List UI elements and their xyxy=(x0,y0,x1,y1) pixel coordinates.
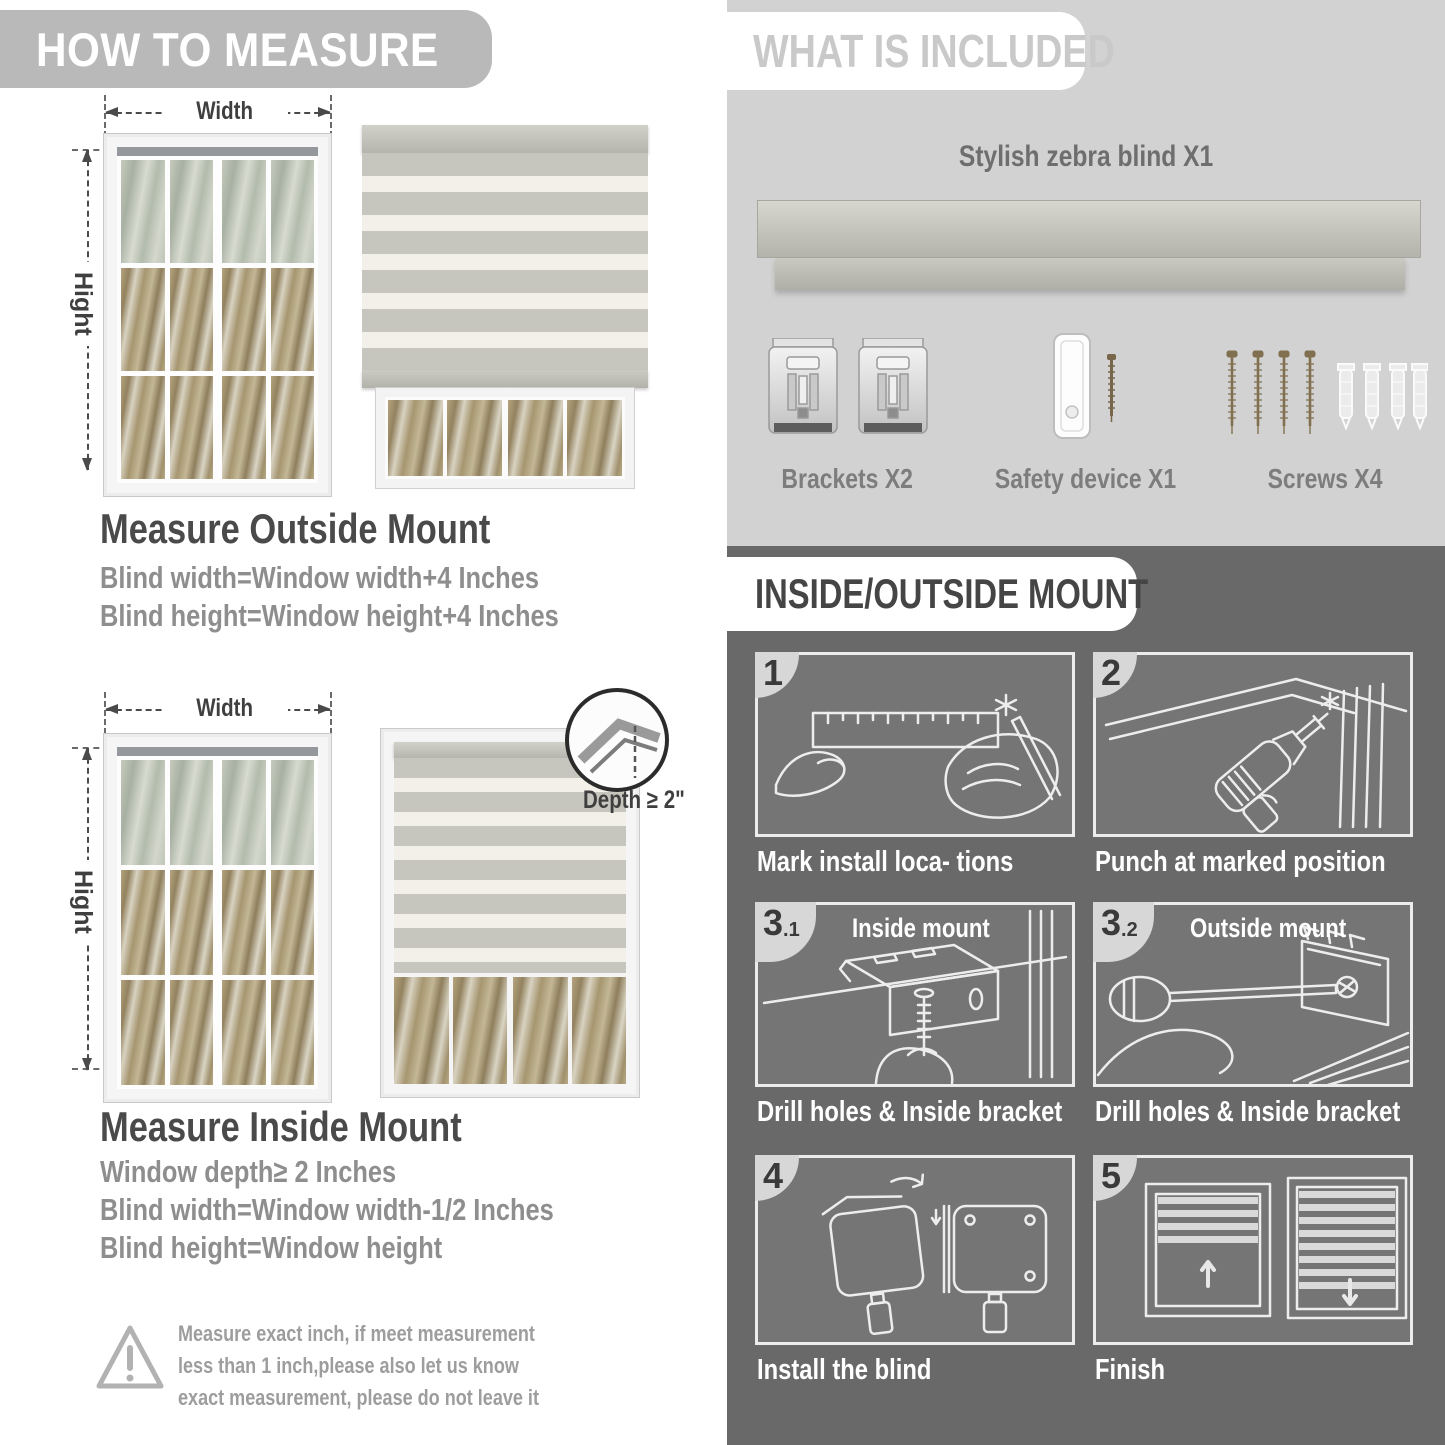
height-label: Hight xyxy=(68,262,97,346)
window-pane xyxy=(271,980,315,1085)
width-label: Width xyxy=(162,97,288,126)
window-inner xyxy=(117,147,318,483)
depth-label: Depth ≥ 2" xyxy=(583,786,685,814)
step-3-1 xyxy=(755,902,1075,1129)
window-pane xyxy=(453,977,508,1084)
window-pane xyxy=(170,160,214,263)
measure-mark-illustration xyxy=(758,655,1072,834)
step-2 xyxy=(1093,652,1413,879)
how-to-measure-title: HOW TO MEASURE xyxy=(36,22,439,76)
step-4-panel xyxy=(755,1155,1075,1345)
blind-headrail xyxy=(362,125,648,153)
height-label: Hight xyxy=(68,860,97,944)
window-sash xyxy=(121,760,213,1085)
install-blind-illustration xyxy=(758,1158,1072,1342)
window-pane xyxy=(222,268,266,371)
window-pane xyxy=(222,160,266,263)
window-pane xyxy=(121,870,165,975)
window-pane xyxy=(271,160,315,263)
window-under-blind xyxy=(394,973,626,1084)
window-pane xyxy=(121,980,165,1085)
step-5-badge: 5 xyxy=(1093,1155,1137,1201)
step-1-panel xyxy=(755,652,1075,837)
blind-bottom-rail xyxy=(362,370,648,388)
window-pane xyxy=(508,400,563,476)
window-sash xyxy=(222,160,314,479)
window-pane xyxy=(170,870,214,975)
outside-height-formula: Blind height=Window height+4 Inches xyxy=(100,598,559,633)
step-2-panel xyxy=(1093,652,1413,837)
blind-cassette-lip xyxy=(775,258,1405,290)
window-pane xyxy=(447,400,502,476)
step-3-2-caption: Drill holes & Inside bracket xyxy=(1095,1096,1401,1128)
window-sash xyxy=(121,160,213,479)
outside-mount-blind-photo xyxy=(362,125,648,490)
step-1-caption: Mark install loca- tions xyxy=(757,846,1014,878)
window-corner-detail xyxy=(569,692,665,788)
step-3-2-panel xyxy=(1093,902,1413,1087)
window-sash xyxy=(388,400,502,476)
screws-label: Screws X4 xyxy=(1267,463,1383,494)
inside-width-formula: Blind width=Window width-1/2 Inches xyxy=(100,1192,554,1227)
outside-mount-window-photo xyxy=(103,133,332,497)
window-pane xyxy=(222,760,266,865)
width-label: Width xyxy=(162,694,288,723)
inside-depth-formula: Window depth≥ 2 Inches xyxy=(100,1154,397,1189)
window-pane xyxy=(121,268,165,371)
step-3-2-badge: 3 .2 xyxy=(1093,902,1154,962)
step-4 xyxy=(755,1155,1075,1387)
product-label: Stylish zebra blind X1 xyxy=(958,140,1214,173)
window-pane xyxy=(271,268,315,371)
step-3-1-panel xyxy=(755,902,1075,1087)
window-sash xyxy=(508,400,622,476)
window-pane xyxy=(121,160,165,263)
window-pane xyxy=(170,268,214,371)
window-sash xyxy=(222,760,314,1085)
inside-outside-mount-header xyxy=(727,557,1149,631)
window-pane xyxy=(394,977,449,1084)
window-inner xyxy=(117,747,318,1089)
warning-text: Measure exact inch, if meet measurement less than 1 inch,please also let us know exact measurement, please do not leave it xyxy=(178,1321,539,1410)
step-2-caption: Punch at marked position xyxy=(1095,846,1386,878)
window-pane xyxy=(170,760,214,865)
blind-cassette-image xyxy=(757,200,1421,258)
safety-device-icon xyxy=(1038,332,1134,455)
step-3-2-title: Outside mount xyxy=(1190,913,1347,943)
outside-mount-heading: Measure Outside Mount xyxy=(100,505,491,552)
window-lintel xyxy=(117,747,318,756)
safety-device-label: Safety device X1 xyxy=(995,463,1177,494)
inside-outside-mount-title: INSIDE/OUTSIDE MOUNT xyxy=(755,570,1149,617)
window-pane xyxy=(121,760,165,865)
window-pane xyxy=(388,400,443,476)
step-3-1-caption: Drill holes & Inside bracket xyxy=(757,1096,1063,1128)
step-4-badge: 4 xyxy=(755,1155,799,1201)
window-sashes xyxy=(117,156,318,483)
what-is-included-title: WHAT IS INCLUDED xyxy=(753,25,1115,77)
step-3-1-title: Inside mount xyxy=(852,913,990,943)
step-1-badge: 1 xyxy=(755,652,799,698)
window-pane xyxy=(170,980,214,1085)
how-to-measure-header xyxy=(0,10,492,88)
zebra-shade xyxy=(362,153,648,370)
inside-mount-window-photo xyxy=(103,733,332,1103)
window-sash xyxy=(513,977,626,1084)
window-lintel xyxy=(117,147,318,156)
step-3-1-badge: 3 .1 xyxy=(755,902,816,962)
depth-magnifier-icon xyxy=(565,688,669,792)
window-pane xyxy=(222,980,266,1085)
window-pane xyxy=(271,760,315,865)
step-5-panel xyxy=(1093,1155,1413,1345)
warning-triangle-icon xyxy=(95,1320,165,1403)
window-pane xyxy=(567,400,622,476)
drill-illustration xyxy=(1096,655,1410,834)
window-pane xyxy=(121,376,165,479)
window-sashes xyxy=(117,756,318,1089)
step-5-caption: Finish xyxy=(1095,1354,1166,1386)
brackets-icon xyxy=(767,338,931,453)
window-pane xyxy=(572,977,627,1084)
what-is-included-header xyxy=(727,12,1115,90)
window-sash xyxy=(394,977,507,1084)
step-1 xyxy=(755,652,1075,879)
window-pane xyxy=(222,376,266,479)
inside-height-formula: Blind height=Window height xyxy=(100,1230,443,1265)
screws-anchors-icon xyxy=(1222,348,1428,447)
step-5 xyxy=(1093,1155,1413,1387)
finish-illustration xyxy=(1096,1158,1410,1342)
window-pane xyxy=(170,376,214,479)
window-pane xyxy=(271,376,315,479)
window-pane xyxy=(513,977,568,1084)
outside-width-formula: Blind width=Window width+4 Inches xyxy=(100,560,539,595)
brackets-label: Brackets X2 xyxy=(781,463,913,494)
window-pane xyxy=(222,870,266,975)
window-pane xyxy=(271,870,315,975)
step-2-badge: 2 xyxy=(1093,652,1137,698)
inside-mount-heading: Measure Inside Mount xyxy=(100,1103,462,1150)
step-4-caption: Install the blind xyxy=(757,1354,932,1386)
window-under-blind xyxy=(376,388,634,488)
step-3-2 xyxy=(1093,902,1413,1129)
